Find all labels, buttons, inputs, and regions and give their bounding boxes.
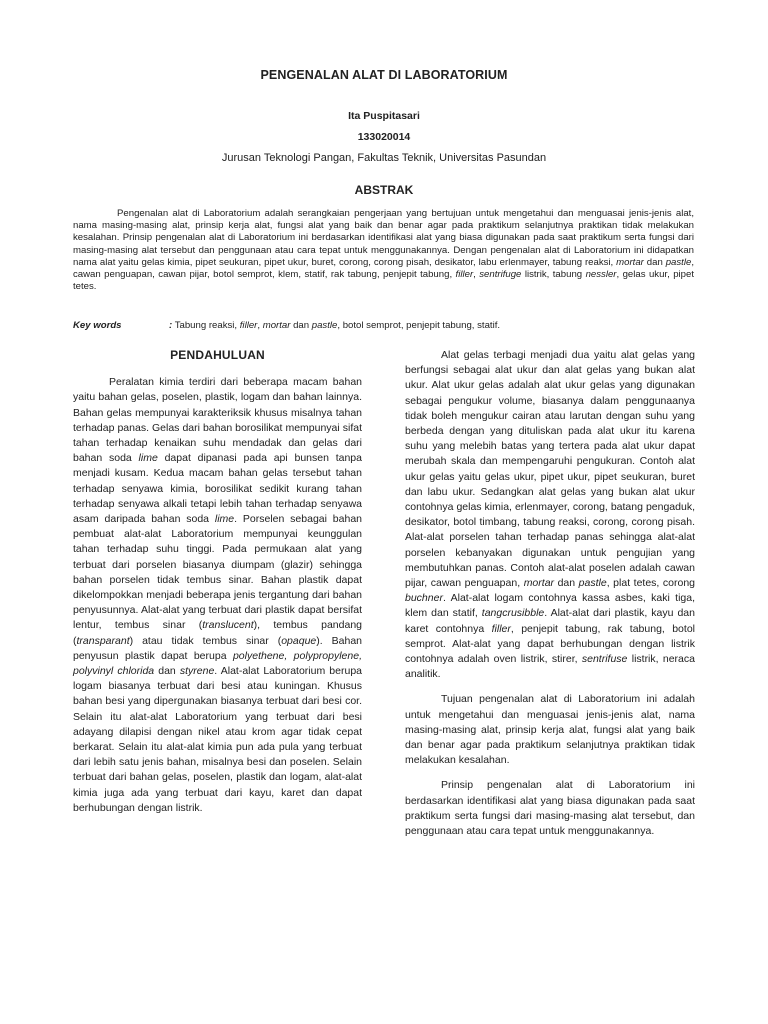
keywords-list — [172, 320, 500, 331]
italic-term: pastle — [578, 577, 607, 590]
text-run: . Porselen sebagai bahan pembuat alat-alat Laboratorium mempunyai keunggulan tahan terhadap suhu tinggi. Pada permukaan alat yang terbuat dari porselen biasanya diumpam (glazir) sehingga bahan porselen tidak tembus sinar. Bahan plastik dapat dikelompokkan menjadi beberapa jenis tergantung dari bahan penyusunnya. Alat-alat yang terbuat dari plastik dapat bersifat lentur, tembus sinar ( — [73, 513, 362, 632]
text-run: . Alat-alat Laboratorium berupa logam biasanya terbuat dari besi atau kuningan. Khusus bahan besi yang dipergunakan biasanya terbuat dari besi cor. Selain itu alat-alat Laboratorium yang terbuat dari besi adayang dilapisi dengan nikel atau krom agar tidak cepat berkarat. Selain itu alat-alat kimia pun ada pula yang terbuat dari lebih satu jenis bahan, misalnya besi dan poselen. Selain terbuat dari bahan gelas, poselen, plastik dan logam, alat-alat kimia juga ada yang terbuat dari kayu, karet dan dapat berhubungan dengan listrik. — [73, 665, 362, 814]
text-run: Alat gelas terbagi menjadi dua yaitu alat gelas yang berfungsi sebagai alat ukur dan alat gelas yang bukan alat ukur. Alat ukur gelas adalah alat ukur gelas yang digunakan sebagai pengukur volume, biasanya dalam penggunaanya tidak boleh mengukur cairan atau larutan dengan suhu yang berbeda dengan yang dituliskan pada alat ukur itu karena suhu yang melebih batas yang tertera pada alat ukur dapat merubah skala dan mempengaruhi pengukuran. Contoh alat ukur gelas yaitu gelas ukur, pipet ukur, pipet seukuran, buret dan labu ukur. Sedangkan alat gelas yang bukan alat ukur contohnya gelas kimia, erlenmayer, corong, batang pengaduk, desikator, botol timbang, tabung reaksi, corong, corong pisah. Alat-alat porselen tahan terhadap panas sehingga alat-alat porselen kebanyakan digunakan untuk pengujian yang membutuhkan panas. Contoh alat-alat poselen adalah cawan pijar, cawan penguapan, — [405, 349, 695, 590]
abstract-paragraph — [73, 208, 694, 293]
text-run: dan — [154, 665, 180, 678]
italic-term: sentrifuse — [581, 653, 628, 666]
author-name: Ita Puspitasari — [348, 110, 420, 122]
text-run: , — [257, 320, 263, 331]
italic-term: translucent — [202, 619, 254, 632]
italic-term: buchner — [405, 592, 443, 605]
italic-term: filler — [455, 269, 474, 281]
text-run: , gelas ukur, pipet tetes. — [73, 269, 695, 293]
affiliation: Jurusan Teknologi Pangan, Fakultas Teknik, Universitas Pasundan — [221, 152, 547, 164]
left-column-body — [73, 375, 362, 816]
text-run: dapat dipanasi pada api bunsen tanpa menjadi kusam. Kedua macam bahan gelas tersebut tahan terhadap senyawa kimia, borosilikat sedikit kurang tahan terhadap senyawa alkali tetapi lebih tahan terhadap senyawa asam daripada bahan soda — [73, 452, 362, 526]
text-run: Peralatan kimia terdiri dari beberapa macam bahan yaitu bahan gelas, poselen, plastik, logam dan bahan lainnya. Bahan gelas mempunyai karakteriksik khusus misalnya tahan terhadap panas. Gelas dari bahan borosilikat mempunyai sifat tahan terhadap kenaikan suhu mendadak dan gelas dari bahan soda — [73, 376, 362, 465]
keywords-colon: : — [169, 320, 173, 331]
keywords-label: Key words — [73, 320, 122, 331]
italic-term: styrene — [179, 665, 215, 678]
italic-term: filler — [239, 320, 258, 331]
left-column — [73, 348, 362, 826]
text-run: , cawan penguapan, cawan pijar, botol semprot, klem, statif, rak tabung, penjepit tabung, — [73, 256, 694, 281]
text-run: dan — [290, 320, 312, 331]
text-run: Tabung reaksi, — [172, 320, 240, 331]
text-run: Prinsip pengenalan alat di Laboratorium ini berdasarkan identifikasi alat yang biasa digunakan pada saat praktikum serta fungsi dari masing-masing alat tersebut, dan penggunaan atau cara tepat untuk menggunakannya. — [405, 779, 695, 838]
keywords-line — [73, 320, 694, 332]
body-paragraph — [405, 692, 695, 768]
text-run: listrik, neraca analitik. — [405, 653, 695, 681]
body-paragraph — [73, 375, 362, 816]
italic-term: tangcrusibble — [481, 607, 545, 620]
text-run: . Alat-alat dari plastik, kayu dan karet contohnya — [405, 607, 695, 635]
italic-term: pastle — [665, 256, 692, 268]
text-run: dan — [643, 256, 666, 268]
text-run: . Alat-alat logam contohnya kassa asbes, kaki tiga, klem dan statif, — [405, 592, 695, 620]
body-paragraph — [405, 348, 695, 682]
italic-term: transparant — [76, 634, 130, 647]
italic-term: pastle — [311, 320, 338, 331]
italic-term: lime — [138, 452, 158, 465]
text-run: ). Bahan penyusun plastik dapat berupa — [73, 634, 362, 662]
text-run: , — [473, 269, 480, 281]
text-run: , plat tetes, corong — [606, 577, 696, 590]
text-run: , botol semprot, penjepit tabung, statif. — [337, 320, 501, 331]
italic-term: mortar — [262, 320, 291, 331]
text-run: ), tembus pandang ( — [73, 619, 363, 647]
text-run: , penjepit tabung, rak tabung, botol semprot. Alat-alat yang dapat berhubungan dengan listrik contohnya adalah oven listrik, stirer, — [405, 622, 695, 666]
italic-term: mortar — [523, 577, 555, 590]
student-id: 133020014 — [357, 131, 411, 143]
right-column — [405, 348, 695, 849]
abstract-heading: ABSTRAK — [354, 183, 414, 197]
italic-term: opaque — [281, 634, 317, 647]
italic-term: mortar — [616, 256, 644, 268]
paper-title: PENGENALAN ALAT DI LABORATORIUM — [260, 68, 508, 82]
text-run: ) atau tidak tembus sinar ( — [129, 634, 282, 647]
text-run: Tujuan pengenalan alat di Laboratorium ini adalah untuk mengetahui dan menguasai jenis-jenis alat, nama masing-masing alat, prinsip kerja alat, fungsi alat yang baik dan benar agar pada praktikum selanjutnya praktikan tidak melakukan kesalahan. — [405, 693, 695, 767]
text-run: Pengenalan alat di Laboratorium adalah serangkaian pengerjaan yang bertujuan untuk mengetahui dan menguasai jenis-jenis alat, nama masing-masing alat, prinsip kerja alat, fungsi alat yang baik dan benar agar pada praktikum selanjutnya praktikan tidak melakukan kesalahan. Prinsip pengenalan alat di Laboratorium ini berdasarkan identifikasi alat yang biasa digunakan pada saat praktikum serta fungsi dari masing-masing alat tersebut dan penggunaan atau cara tepat untuk menggunakannya. Dengan pengenalan alat di Laboratorium ini didapatkan nama alat yaitu gelas kimia, pipet seukuran, pipet ukur, buret, corong, corong pisah, desikator, labu erlenmayer, tabung reaksi, — [73, 208, 694, 268]
text-run: dan — [554, 577, 579, 590]
italic-term: sentrifuge — [479, 269, 522, 281]
italic-term: polyethene, polypropylene, polyvinyl chlorida — [73, 649, 362, 678]
section-heading-pendahuluan: PENDAHULUAN — [170, 348, 265, 362]
body-paragraph — [405, 778, 695, 839]
italic-term: lime — [214, 513, 235, 526]
italic-term: nessler — [585, 269, 617, 281]
italic-term: filler — [491, 622, 511, 635]
text-run: listrik, tabung — [521, 269, 586, 281]
right-column-body — [405, 348, 695, 839]
abstract-body — [73, 208, 694, 293]
